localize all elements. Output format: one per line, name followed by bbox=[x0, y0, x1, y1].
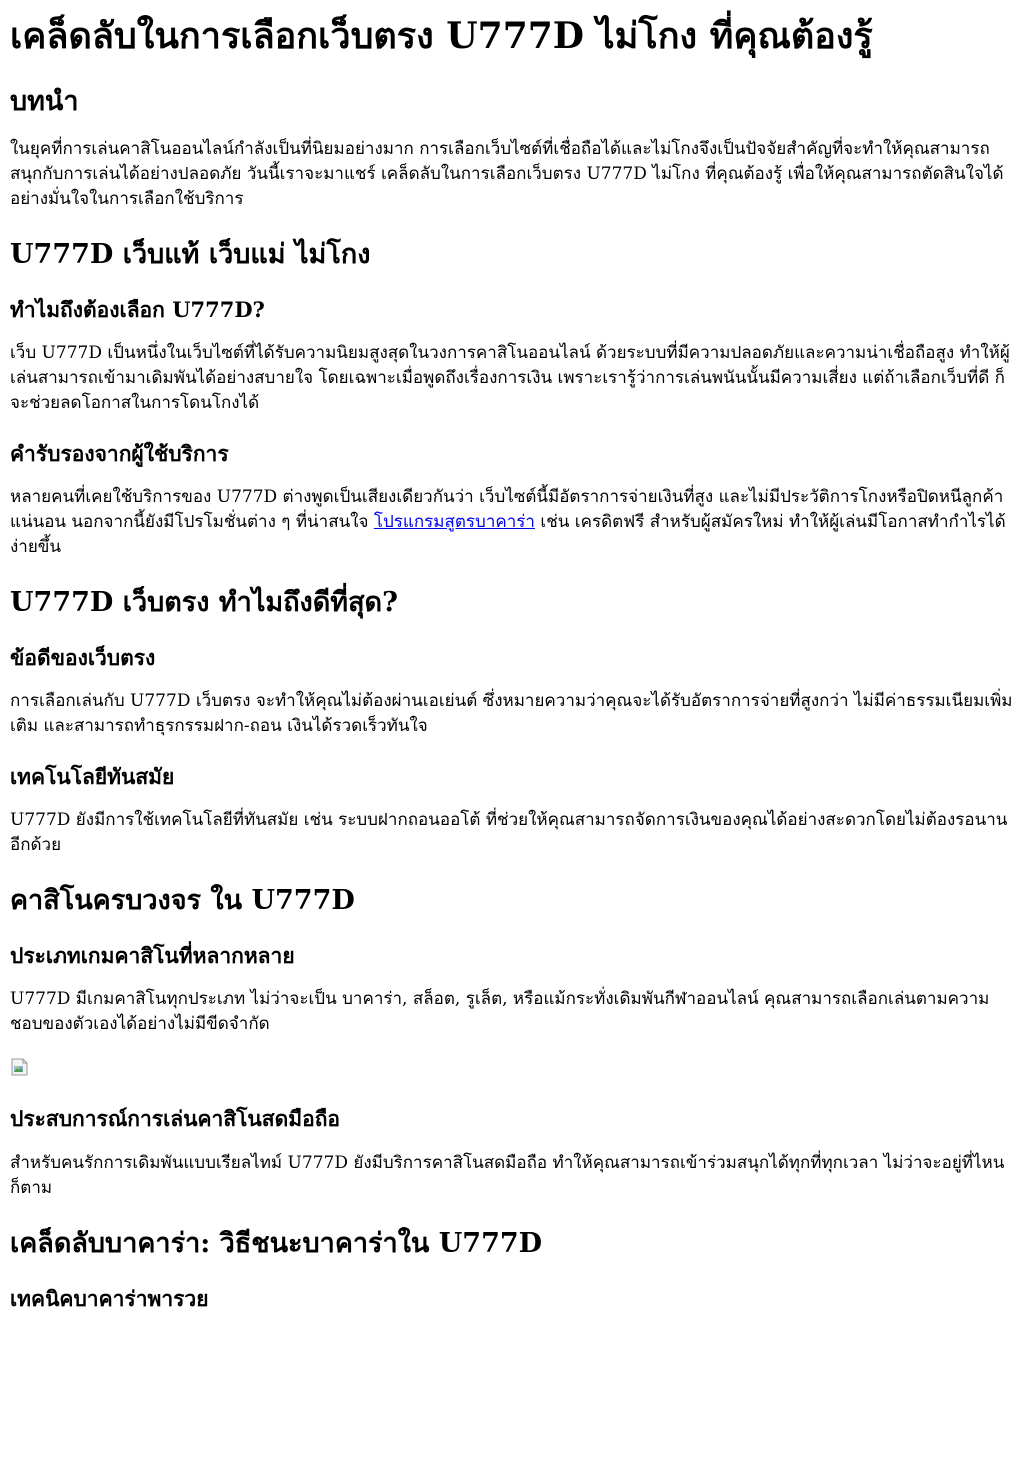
why-choose-paragraph: เว็บ U777D เป็นหนึ่งในเว็บไซต์ที่ได้รับความนิยมสูงสุดในวงการคาสิโนออนไลน์ ด้วยระบบที่มีความปลอดภัยและความน่าเชื่อถือสูง ทำให้ผู้เล่นสามารถเข้ามาเดิมพันได้อย่างสบายใจ โดยเฉพาะเมื่อพูดถึงเรื่องการเงิน เพราะเรารู้ว่าการเล่นพนันนั้นมีความเสี่ยง แต่ถ้าเลือกเว็บที่ดี ก็จะช่วยลดโอกาสในการโดนโกงได้ bbox=[10, 342, 1010, 413]
technology-paragraph: U777D ยังมีการใช้เทคโนโลยีที่ทันสมัย เช่น ระบบฝากถอนออโต้ ที่ช่วยให้คุณสามารถจัดการเงินของคุณได้อย่างสะดวกโดยไม่ต้องรอนานอีกด้วย bbox=[10, 810, 1008, 856]
subheading-live-mobile: ประสบการณ์การเล่นคาสิโนสดมือถือ bbox=[10, 1106, 341, 1132]
section-heading-intro: บทนำ bbox=[10, 86, 79, 117]
intro-paragraph: ในยุคที่การเล่นคาสิโนออนไลน์กำลังเป็นที่นิยมอย่างมาก การเลือกเว็บไซต์ที่เชื่อถือได้และไม่โกงจึงเป็นปัจจัยสำคัญที่จะทำให้คุณสามารถสนุกกับการเล่นได้อย่างปลอดภัย วันนี้เราจะมาแชร์ เคล็ดลับในการเลือกเว็บตรง U777D ไม่โกง ที่คุณต้องรู้ เพื่อให้คุณสามารถตัดสินใจได้อย่างมั่นใจในการเลือกใช้บริการ bbox=[10, 138, 1004, 209]
baccarat-formula-link[interactable]: โปรแกรมสูตรบาคาร่า bbox=[373, 512, 535, 533]
subheading-why-choose: ทำไมถึงต้องเลือก U777D? bbox=[10, 296, 265, 322]
testimonials-paragraph bbox=[10, 485, 1014, 560]
advantages-paragraph: การเลือกเล่นกับ U777D เว็บตรง จะทำให้คุณไม่ต้องผ่านเอเย่นต์ ซึ่งหมายความว่าคุณจะได้รับอัตราการจ่ายที่สูงกว่า ไม่มีค่าธรรมเนียมเพิ่มเติม และสามารถทำธุรกรรมฝาก-ถอน เงินได้รวดเร็วทันใจ bbox=[10, 691, 1013, 737]
broken-image-icon bbox=[10, 1057, 30, 1077]
section-heading-direct-site: U777D เว็บตรง ทำไมถึงดีที่สุด? bbox=[10, 587, 398, 619]
subheading-advantages: ข้อดีของเว็บตรง bbox=[10, 644, 156, 670]
testimonials-text-after: เช่น เครดิตฟรี สำหรับผู้สมัครใหม่ ทำให้ผู้เล่นมีโอกาสทำกำไรได้ง่ายขึ้น bbox=[10, 512, 1006, 558]
subheading-testimonials: คำรับรองจากผู้ใช้บริการ bbox=[10, 440, 229, 466]
section-heading-full-casino: คาสิโนครบวงจร ใน U777D bbox=[10, 885, 355, 917]
subheading-technology: เทคโนโลยีทันสมัย bbox=[10, 764, 175, 790]
page-title: เคล็ดลับในการเลือกเว็บตรง U777D ไม่โกง ที่คุณต้องรู้ bbox=[10, 15, 873, 57]
section-heading-legit-site: U777D เว็บแท้ เว็บแม่ ไม่โกง bbox=[10, 238, 371, 270]
article bbox=[0, 14, 1024, 1312]
subheading-game-types: ประเภทเกมคาสิโนที่หลากหลาย bbox=[10, 943, 295, 969]
subheading-baccarat-technique: เทคนิคบาคาร่าพารวย bbox=[10, 1285, 209, 1311]
game-types-paragraph: U777D มีเกมคาสิโนทุกประเภท ไม่ว่าจะเป็น บาคาร่า, สล็อต, รูเล็ต, หรือแม้กระทั่งเดิมพันกีฬาออนไลน์ คุณสามารถเลือกเล่นตามความชอบของตัวเองได้อย่างไม่มีขีดจำกัด bbox=[10, 989, 990, 1035]
live-mobile-paragraph: สำหรับคนรักการเดิมพันแบบเรียลไทม์ U777D ยังมีบริการคาสิโนสดมือถือ ทำให้คุณสามารถเข้าร่วมสนุกได้ทุกที่ทุกเวลา ไม่ว่าจะอยู่ที่ไหนก็ตาม bbox=[10, 1152, 1005, 1198]
section-heading-baccarat-tips: เคล็ดลับบาคาร่า: วิธีชนะบาคาร่าใน U777D bbox=[10, 1227, 543, 1259]
testimonials-text-before: หลายคนที่เคยใช้บริการของ U777D ต่างพูดเป็นเสียงเดียวกันว่า เว็บไซต์นี้มีอัตราการจ่ายเงินที่สูง และไม่มีประวัติการโกงหรือปิดหนีลูกค้าแน่นอน นอกจากนี้ยังมีโปรโมชั่นต่าง ๆ ที่น่าสนใจ bbox=[10, 487, 1004, 533]
